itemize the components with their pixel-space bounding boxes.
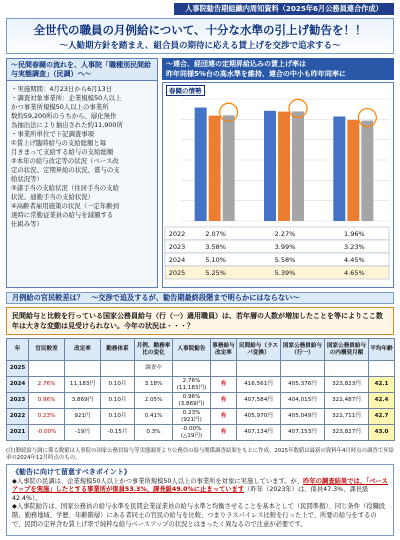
chart-bar: [333, 116, 345, 221]
chart-bar: [347, 120, 359, 221]
bonus-cell: 0.10月: [101, 409, 135, 425]
point-1-text-c: （昨年（2023年）は、係員47.3%、課長級42.4%）。: [12, 486, 369, 502]
age-cell: 42.7: [369, 409, 395, 425]
national-cell: 407,153円: [281, 425, 325, 441]
shunto-panel-heading: [162, 58, 394, 80]
col-header: 改定率: [65, 339, 101, 361]
survey-line: かつ事業所規模50人以上の事業所: [11, 103, 109, 111]
chart-table-cell: 3.23%: [344, 243, 365, 251]
chart-table-cell: 2024: [168, 256, 186, 264]
kyushi-cell: 2.05%: [135, 393, 173, 409]
col-header: 年: [7, 339, 29, 361]
survey-panel-body: [11, 85, 153, 229]
shunto-chart: [162, 82, 394, 288]
chart-bar: [223, 115, 235, 221]
diff-cell: -0.00%: [29, 425, 65, 441]
chart-bar: [209, 116, 221, 221]
chart-bar: [292, 111, 304, 221]
document-tag: 人事院勧告期組織内周知資料（2025年6月公務員連合作成）: [174, 3, 394, 15]
jinken-cell: [173, 377, 211, 393]
year-cell: 2024: [7, 377, 29, 393]
survey-line: ①賃上げ臨時給与の支給総額と毎: [11, 139, 107, 147]
amount-cell: 11,183円: [65, 377, 101, 393]
national-cell: 404,015円: [281, 393, 325, 409]
shunto-heading-line: ～連合、経団連の定期昇給込みの賃上げ率は: [166, 60, 306, 68]
jinken-sub: (△19円): [180, 432, 203, 439]
diff-cell: 0.23%: [29, 409, 65, 425]
col-header: 事務給与改定率: [211, 339, 237, 361]
chart-table-cell: 5.25%: [205, 269, 226, 277]
col-header: 人事院勧告: [173, 339, 211, 361]
table-note: (注)勤続給与調に係る数値は人事院の国家公務員給与等実態調査より公務員の給与関係調査結果をもとに作成。2025年数値は最新の資料年4月時点の調査で昇給率の2024年12月時点のもの。: [6, 448, 394, 461]
survey-line: ④高齢者雇用施策の状況（一定年齢到: [11, 202, 119, 210]
comparison-heading: 月例給の官民較差は？ ～交渉で追及するが、勧告期最終段階まで明らかにはならない～: [6, 292, 394, 304]
age-cell: 42.4: [369, 393, 395, 409]
national-cell: 405,049円: [281, 409, 325, 425]
point-1-text-a: ◆人事院の民調は、企業規模50人以上かつ事業所規模50人以上の事業所を対象に実施しています。が、: [12, 477, 304, 485]
chart-table-cell: 5.10%: [205, 256, 226, 264]
chart-bar: [264, 111, 276, 221]
age-cell: 42.1: [369, 377, 395, 393]
national-cell: 405,376円: [281, 377, 325, 393]
chart-table-cell: 4.45%: [344, 256, 365, 264]
bonus-cell: 0.10月: [101, 377, 135, 393]
survey-line: 為抽出法により抽出された約11,900所: [11, 121, 123, 129]
private-cell: 405,970円: [237, 409, 281, 425]
chart-table-cell: 5.39%: [274, 269, 296, 277]
year-cell: 2025: [7, 361, 29, 377]
survey-line: ③諸手当の支給状況（住居手当の支給: [11, 184, 119, 192]
points-box: [6, 464, 394, 536]
survey-panel-heading: ～民間春闘の流れを、人事院「職種別民間給与実態調査」（民調）へ～: [7, 59, 157, 81]
survey-line: 達時に常勤従業員の給与を減額する: [11, 211, 114, 219]
survey-line: ②本年の給与改定等の状況（ベース改: [11, 157, 119, 165]
col-header: 平均年齢: [369, 339, 395, 361]
survey-line: 定の状況、定期昇給の状況、賞与の支: [11, 166, 120, 174]
mark-cell: 有: [211, 377, 237, 393]
chart-bar: [195, 108, 207, 221]
year-cell: 2022: [7, 409, 29, 425]
jinken-cell: [173, 425, 211, 441]
table-header-row: [7, 339, 395, 361]
jinken-sub: (921円): [181, 416, 202, 423]
jinken-cell: [173, 409, 211, 425]
col-header: 官民較差: [29, 339, 65, 361]
jinken-sub: (11,183円): [176, 384, 207, 391]
title-box: [6, 18, 394, 54]
shunto-heading-line: 昨年同様5%台の高水準を維持、連合の中小も昨年同率に: [166, 69, 346, 78]
table-row: [7, 377, 395, 393]
survey-line: 仕組み等）: [11, 220, 43, 228]
national-sub-cell: 323,823円: [325, 377, 369, 393]
col-header: 国家公務員給与（行一）: [281, 339, 325, 361]
chart-bar: [361, 121, 373, 221]
jinken-value: -0.00%: [181, 425, 202, 432]
survey-line: 給状況等）: [11, 175, 43, 183]
chart-label: 春闘の情勢: [166, 85, 205, 96]
table-row: [7, 361, 395, 377]
table-row: [7, 425, 395, 441]
survey-panel: [6, 58, 158, 288]
points-title: 《勧告に向けて留意すべきポイント》: [12, 468, 131, 476]
year-cell: 2023: [7, 393, 29, 409]
chart-table-cell: 3.58%: [205, 243, 226, 251]
kyushi-cell: 0.41%: [135, 409, 173, 425]
jinken-value: 2.76%: [182, 377, 201, 384]
page-title: 全世代の職員の月例給について、十分な水準の引上げ勧告を！！: [33, 23, 367, 37]
point-2: ◆人事院勧告は、国家公務員の給与水準を民間企業従業員の給与水準と均衡させることを基本として（民間準拠）、同じ条件（役職段階、勤務地域、学歴、年齢階層）にある者同士の官民の給与を比較、つまりラスパイレス比較を行った上で、所要の給与をするので、民間の定昇含む賃上げ率で純粋な給与ベースアップの状況とはまったく異なるので注意が必要です。: [12, 503, 386, 528]
diff-cell: 0.96%: [29, 393, 65, 409]
national-sub-cell: 323,827円: [325, 425, 369, 441]
jinken-value: 0.23%: [182, 409, 201, 416]
point-1-highlight: 昨年の調査結果では、「ベースアップを実施」したとする事業所が係員53.3%、課長級49.0%に止まっています: [12, 477, 388, 494]
kyushi-cell: 0.3%: [135, 425, 173, 441]
amount-cell: 3,869円: [65, 393, 101, 409]
survey-line: ・実施期間：4月23日から6月13日: [11, 85, 113, 93]
mark-cell: 有: [211, 393, 237, 409]
col-header: 民間給与（ラスパ変換）: [237, 339, 281, 361]
col-header: 月例、勤務率比の変化: [135, 339, 173, 361]
survey-line: 状況、通勤手当の支給状況）: [11, 193, 95, 201]
national-sub-cell: 322,487円: [325, 393, 369, 409]
jinken-sub: (3,869円): [178, 400, 205, 407]
survey-line: ・事業所単位で下記調査事項: [11, 130, 95, 138]
col-header: 国家公務員給与の内構発月額: [325, 339, 369, 361]
chart-bar: [278, 112, 290, 221]
chart-table-cell: 5.58%: [274, 256, 296, 264]
status-cell: 調査中: [135, 361, 173, 377]
page-subtitle: ～人勧期方針を踏まえ、組合員の期待に応える賃上げを交渉で追求する～: [59, 41, 341, 51]
chart-table-cell: 2.27%: [274, 230, 296, 238]
point-1: [12, 478, 388, 504]
mark-cell: 有: [211, 409, 237, 425]
survey-line: 月きまって支給する給与の支給総額: [11, 148, 114, 156]
col-header: 勤務体系: [101, 339, 135, 361]
bar-chart-svg: [163, 83, 393, 287]
survey-line: 数約59,200所のうちから、層化無作: [11, 112, 117, 120]
table-row: [7, 409, 395, 425]
private-cell: 416,561円: [237, 377, 281, 393]
chart-table-cell: 2022: [168, 230, 186, 238]
chart-table-cell: 4.65%: [344, 269, 365, 277]
bonus-cell: -0.15月: [101, 425, 135, 441]
private-cell: 407,584円: [237, 393, 281, 409]
national-sub-cell: 322,711円: [325, 409, 369, 425]
intro-box: 民間給与と比較を行っている国家公務員給与（行（一）適用職員）は、若年層の人数が増加したことを等によりここ数年は大きな変動は見受けられない。今年の状況は・・・？: [6, 307, 394, 335]
salary-table: [6, 338, 395, 441]
amount-cell: -19円: [65, 425, 101, 441]
amount-cell: 921円: [65, 409, 101, 425]
chart-table-cell: 1.96%: [344, 230, 365, 238]
chart-table-cell: 3.99%: [274, 243, 296, 251]
bonus-cell: 0.10月: [101, 393, 135, 409]
jinken-cell: [173, 393, 211, 409]
mark-cell: 有: [211, 425, 237, 441]
survey-line: ・調査対象事業所：企業規模50人以上: [11, 94, 122, 102]
year-cell: 2021: [7, 425, 29, 441]
private-cell: 407,134円: [237, 425, 281, 441]
age-cell: 43.0: [369, 425, 395, 441]
jinken-value: 0.96%: [182, 393, 201, 400]
chart-table-cell: 2.07%: [205, 230, 226, 238]
kyushi-cell: 3.18%: [135, 377, 173, 393]
chart-table-cell: 2025: [168, 269, 186, 277]
chart-table-cell: 2023: [168, 243, 186, 251]
table-row: [7, 393, 395, 409]
diff-cell: 2.76%: [29, 377, 65, 393]
